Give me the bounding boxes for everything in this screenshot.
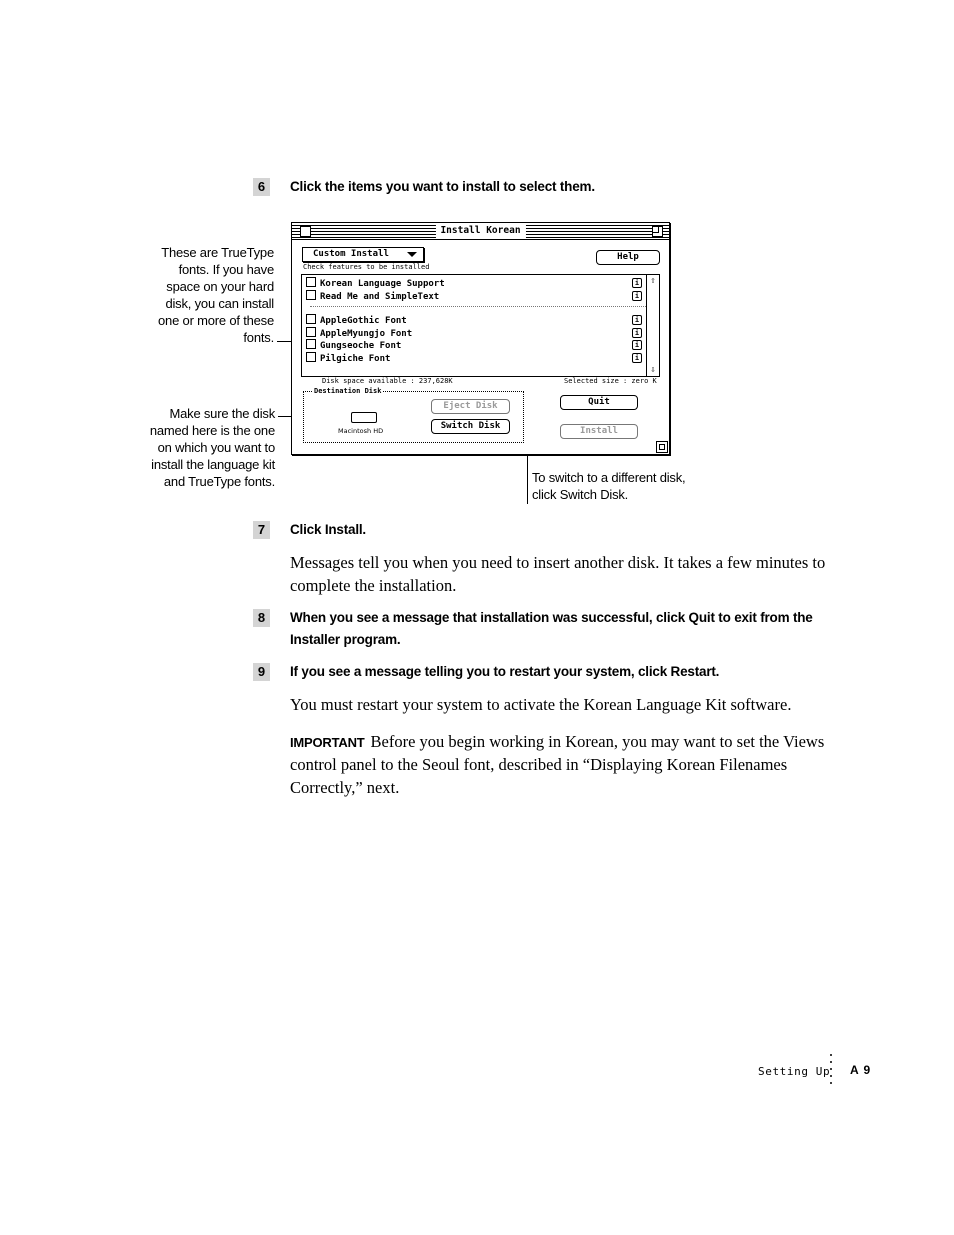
switch-callout: To switch to a different disk, click Switch Disk. — [532, 470, 686, 502]
destination-disk-name: Macintosh HD — [338, 427, 384, 435]
window-title: Install Korean — [435, 223, 525, 239]
scroll-down-arrow-icon[interactable]: ⇩ — [650, 365, 656, 375]
list-item-label: Korean Language Support — [320, 279, 445, 289]
paragraph-messages: Messages tell you when you need to insert another disk. It takes a few minutes to complete the installation. — [290, 553, 826, 595]
important-text: Before you begin working in Korean, you may want to set the Views control panel to the Seoul font, described in “Displaying Korean Filenames Correctly,” next. — [290, 732, 825, 797]
page-number: A 9 — [850, 1063, 872, 1077]
step-6-text: Click the items you want to install to select them. — [290, 179, 595, 194]
disk-callout: Make sure the disk named here is the one on which you want to install the language kit and TrueType fonts. — [149, 406, 275, 489]
step-number-9: 9 — [253, 663, 270, 681]
paragraph-restart: You must restart your system to activate the Korean Language Kit software. — [290, 695, 792, 714]
title-bar[interactable] — [292, 223, 669, 240]
size-box-icon[interactable] — [656, 441, 668, 453]
info-icon[interactable]: i — [632, 353, 642, 363]
install-type-popup[interactable] — [302, 247, 424, 262]
list-item-label: AppleMyungjo Font — [320, 329, 413, 339]
info-icon[interactable]: i — [632, 291, 642, 301]
list-item[interactable] — [306, 327, 412, 339]
step-8-text: When you see a message that installation was successful, click Quit to exit from the Installer program. — [290, 610, 813, 647]
list-item[interactable] — [306, 339, 401, 351]
checkbox[interactable] — [306, 277, 316, 287]
step-9-text: If you see a message telling you to restart your system, click Restart. — [290, 664, 720, 679]
list-item-label: AppleGothic Font — [320, 316, 407, 326]
info-icon[interactable]: i — [632, 340, 642, 350]
switch-disk-button[interactable]: Switch Disk — [431, 419, 510, 434]
list-item-label: Pilgiche Font — [320, 354, 391, 364]
disk-space-available: Disk space available : 237,628K — [322, 377, 453, 385]
list-item-label: Gungseoche Font — [320, 341, 402, 351]
install-korean-window — [291, 222, 670, 455]
zoom-box-icon[interactable] — [652, 226, 663, 237]
install-button[interactable]: Install — [560, 424, 638, 439]
list-item[interactable] — [306, 314, 407, 326]
list-item[interactable] — [306, 352, 390, 364]
checkbox[interactable] — [306, 352, 316, 362]
selected-size: Selected size : zero K — [564, 377, 657, 385]
hard-disk-icon — [351, 412, 377, 423]
info-icon[interactable]: i — [632, 278, 642, 288]
checkbox[interactable] — [306, 290, 316, 300]
info-icon[interactable]: i — [632, 328, 642, 338]
help-button[interactable]: Help — [596, 250, 660, 265]
footer-dots — [830, 1054, 833, 1089]
important-note — [290, 730, 830, 799]
quit-button[interactable]: Quit — [560, 395, 638, 410]
list-separator — [310, 306, 650, 307]
fonts-callout: These are TrueType fonts. If you have space on your hard disk, you can install one or more of these fonts. — [158, 245, 274, 345]
check-features-hint: Check features to be installed — [303, 263, 430, 271]
important-label: IMPORTANT — [290, 735, 365, 750]
destination-disk-label: Destination Disk — [314, 387, 382, 395]
footer-section-label: Setting Up — [758, 1065, 831, 1078]
feature-list[interactable] — [301, 274, 660, 377]
install-type-value: Custom Install — [313, 249, 389, 259]
step-number-6: 6 — [253, 178, 270, 196]
info-icon[interactable]: i — [632, 315, 642, 325]
list-item-label: Read Me and SimpleText — [320, 292, 440, 302]
step-7-text: Click Install. — [290, 522, 366, 537]
list-item[interactable] — [306, 290, 439, 302]
checkbox[interactable] — [306, 327, 316, 337]
step-number-7: 7 — [253, 521, 270, 539]
checkbox[interactable] — [306, 314, 316, 324]
step-number-8: 8 — [253, 609, 270, 627]
checkbox[interactable] — [306, 339, 316, 349]
eject-disk-button[interactable]: Eject Disk — [431, 399, 510, 414]
list-item[interactable] — [306, 277, 445, 289]
scroll-up-arrow-icon[interactable]: ⇧ — [650, 276, 656, 286]
popup-arrow-icon — [407, 252, 417, 257]
list-scrollbar[interactable] — [646, 275, 659, 376]
close-box-icon[interactable] — [300, 226, 311, 237]
